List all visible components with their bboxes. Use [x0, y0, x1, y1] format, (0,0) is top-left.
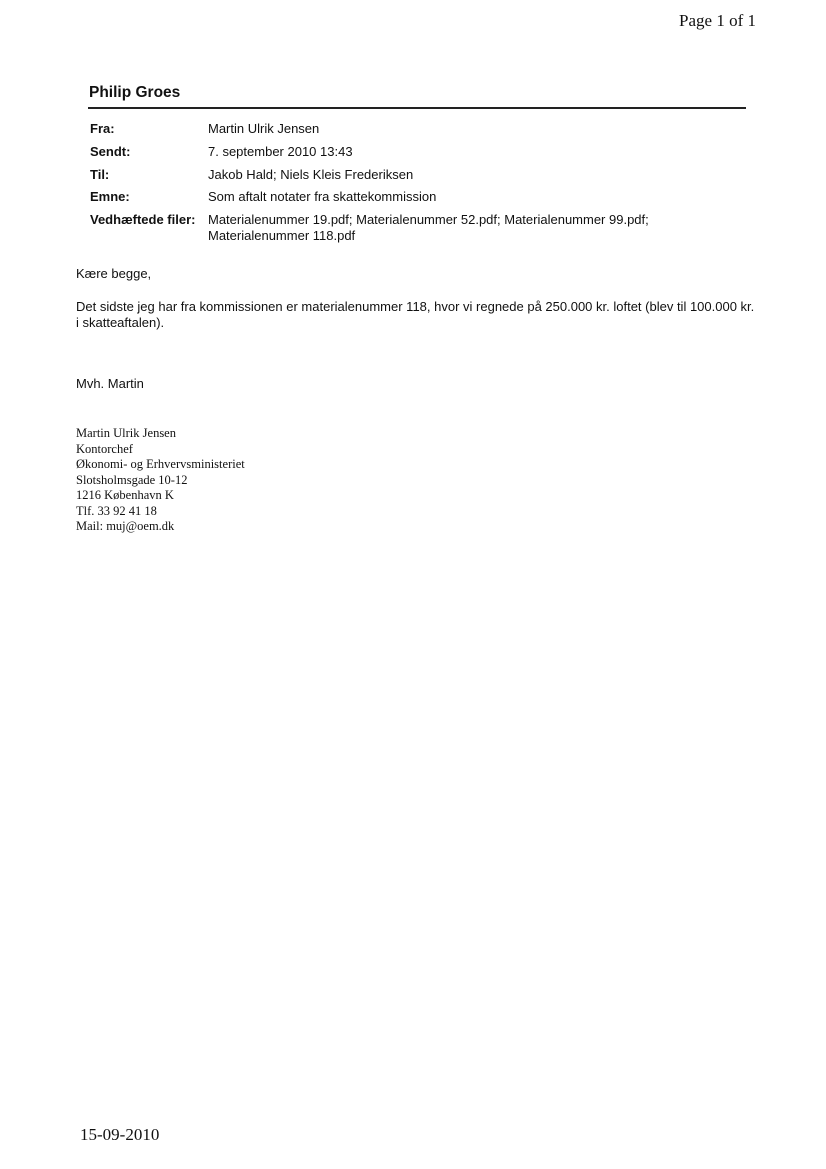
email-closing: Mvh. Martin: [76, 376, 144, 391]
header-row-attachments: [90, 212, 750, 243]
signature-organization: Økonomi- og Erhvervsministeriet: [76, 457, 245, 471]
header-row-sent: [90, 144, 750, 160]
header-label: Fra:: [90, 121, 115, 136]
email-body-paragraph: Det sidste jeg har fra kommissionen er materialenummer 118, hvor vi regnede på 250.000 kr. loftet (blev til 100.000 kr. i skatteaftalen).: [76, 299, 755, 330]
header-label: Sendt:: [90, 143, 131, 159]
header-label: Vedhæftede filer:: [90, 212, 196, 228]
header-row-subject: [90, 189, 750, 205]
header-value-to: Jakob Hald; Niels Kleis Frederiksen: [208, 166, 414, 182]
signature-city: 1216 København K: [76, 488, 174, 502]
signature-title: Kontorchef: [76, 441, 133, 456]
signature-email: Mail: muj@oem.dk: [76, 519, 175, 533]
signature-name: Martin Ulrik Jensen: [76, 426, 176, 440]
header-row-to: [90, 167, 750, 183]
signature-block: [76, 426, 245, 535]
header-value-sent: 7. september 2010 13:43: [208, 143, 353, 159]
header-label: Til:: [90, 166, 110, 182]
email-header-block: [90, 121, 750, 250]
header-value-subject: Som aftalt notater fra skattekommission: [208, 189, 437, 205]
header-value-attachments: Materialenummer 19.pdf; Materialenummer 52.pdf; Materialenummer 99.pdf; Materialenummer 118.pdf: [208, 212, 649, 243]
page-number: Page 1 of 1: [679, 11, 756, 30]
mailbox-owner-name: Philip Groes: [89, 84, 181, 101]
header-divider: [88, 107, 746, 109]
header-value-from: Martin Ulrik Jensen: [208, 121, 320, 136]
signature-phone: Tlf. 33 92 41 18: [76, 503, 157, 518]
signature-street: Slotsholmsgade 10-12: [76, 472, 188, 487]
header-row-from: [90, 121, 750, 137]
print-date: 15-09-2010: [80, 1125, 160, 1144]
header-label: Emne:: [90, 189, 130, 205]
email-greeting: Kære begge,: [76, 266, 152, 281]
